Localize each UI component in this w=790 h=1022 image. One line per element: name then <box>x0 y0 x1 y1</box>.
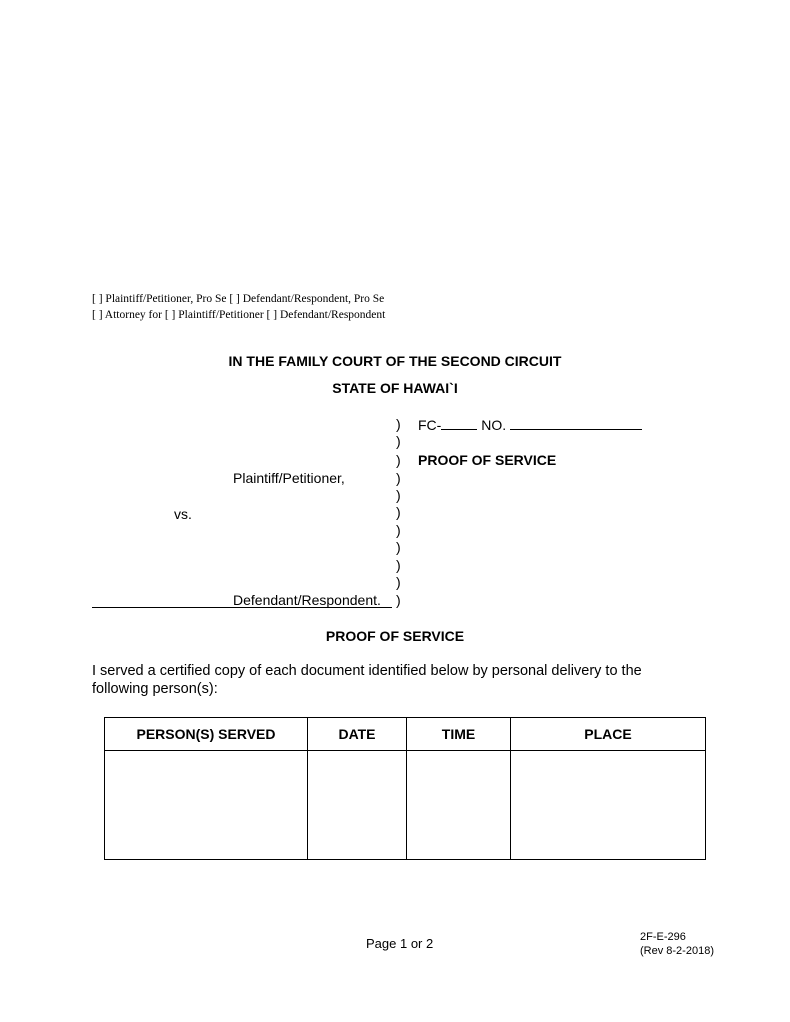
table-row <box>105 751 706 860</box>
caption-paren: ) <box>396 539 401 555</box>
table-header-row <box>105 718 706 751</box>
service-paragraph-line-1: I served a certified copy of each document identified below by personal delivery to the <box>92 663 642 679</box>
checkbox-defendant-pro-se[interactable]: [ ] <box>229 293 240 305</box>
caption-paren: ) <box>396 574 401 590</box>
caption-paren: ) <box>396 592 401 608</box>
cell-persons-served[interactable] <box>105 751 308 860</box>
header-time: TIME <box>407 718 511 751</box>
form-revision: (Rev 8-2-2018) <box>640 945 714 957</box>
form-number: 2F-E-296 <box>640 931 686 943</box>
proof-of-service-heading: PROOF OF SERVICE <box>325 628 465 644</box>
caption-paren: ) <box>396 487 401 503</box>
service-table <box>104 717 706 860</box>
header-line-2 <box>92 309 385 321</box>
defendant-label: Defendant/Respondent. <box>233 592 381 608</box>
caption-paren: ) <box>396 416 401 432</box>
label-attorney-for: Attorney for <box>104 309 162 321</box>
label-defendant-pro-se: Defendant/Respondent, Pro Se <box>242 293 385 305</box>
court-state: STATE OF HAWAI`I <box>332 380 458 396</box>
caption-paren: ) <box>396 522 401 538</box>
caption-paren: ) <box>396 452 401 468</box>
caption-paren: ) <box>396 433 401 449</box>
header-place: PLACE <box>511 718 706 751</box>
header-persons-served: PERSON(S) SERVED <box>105 718 308 751</box>
checkbox-plaintiff-pro-se[interactable]: [ ] <box>92 293 103 305</box>
cell-place[interactable] <box>511 751 706 860</box>
caption-paren: ) <box>396 470 401 486</box>
cell-time[interactable] <box>407 751 511 860</box>
label-attorney-defendant: Defendant/Respondent <box>279 309 386 321</box>
no-label: NO. <box>481 417 507 433</box>
fc-blank-input[interactable] <box>441 416 477 430</box>
caption-doc-title: PROOF OF SERVICE <box>418 452 557 468</box>
label-plaintiff-pro-se: Plaintiff/Petitioner, Pro Se <box>105 293 227 305</box>
case-number-input[interactable] <box>510 416 642 430</box>
plaintiff-label: Plaintiff/Petitioner, <box>233 470 345 486</box>
checkbox-attorney-defendant[interactable]: [ ] <box>266 309 278 321</box>
page-number: Page 1 or 2 <box>366 936 434 951</box>
vs-label: vs. <box>174 506 192 522</box>
caption-paren: ) <box>396 557 401 573</box>
court-title: IN THE FAMILY COURT OF THE SECOND CIRCUIT <box>228 353 562 369</box>
service-paragraph-line-2: following person(s): <box>92 681 218 697</box>
checkbox-attorney[interactable]: [ ] <box>92 309 103 321</box>
label-attorney-plaintiff: Plaintiff/Petitioner <box>178 309 264 321</box>
case-number <box>418 416 642 433</box>
cell-date[interactable] <box>308 751 407 860</box>
caption-paren: ) <box>396 504 401 520</box>
header-date: DATE <box>308 718 407 751</box>
checkbox-attorney-plaintiff[interactable]: [ ] <box>164 309 176 321</box>
fc-prefix: FC- <box>418 417 442 433</box>
header-line-1 <box>92 293 384 305</box>
